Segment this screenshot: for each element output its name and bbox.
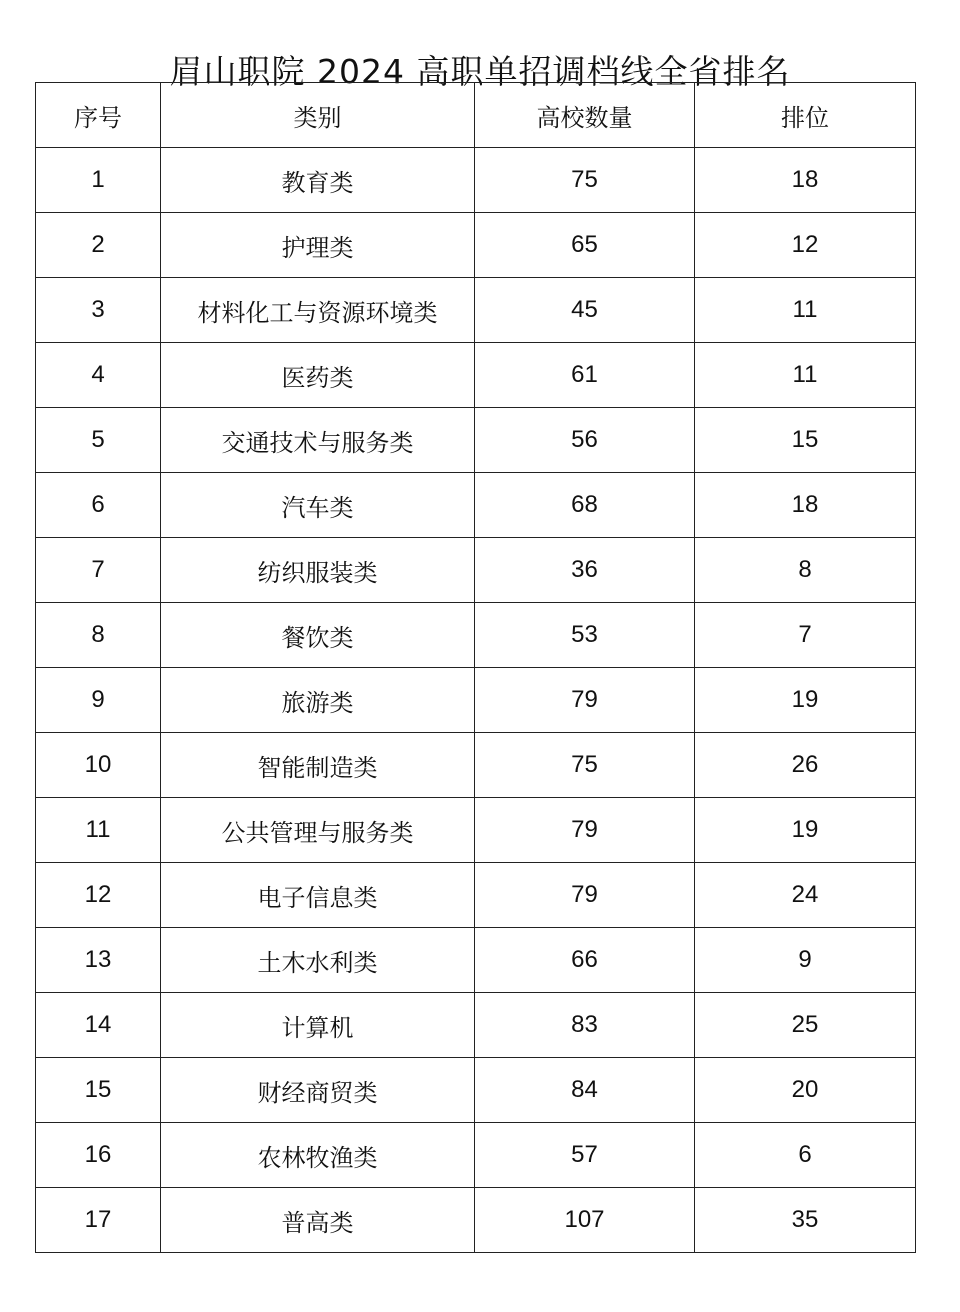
row-school-count: 79 [475,668,695,733]
row-rank: 26 [695,733,916,798]
row-category: 餐饮类 [161,603,475,668]
row-rank: 11 [695,278,916,343]
row-category: 土木水利类 [161,928,475,993]
table-row [36,213,916,278]
table-row [36,1188,916,1253]
table-row [36,798,916,863]
row-index: 17 [36,1188,161,1253]
table-row [36,1123,916,1188]
row-school-count: 79 [475,863,695,928]
row-school-count: 107 [475,1188,695,1253]
table-row [36,538,916,603]
table-row [36,148,916,213]
row-school-count: 75 [475,148,695,213]
row-rank: 24 [695,863,916,928]
row-index: 14 [36,993,161,1058]
row-school-count: 79 [475,798,695,863]
table-row [36,278,916,343]
row-rank: 9 [695,928,916,993]
row-category: 计算机 [161,993,475,1058]
row-index: 10 [36,733,161,798]
row-rank: 11 [695,343,916,408]
row-index: 15 [36,1058,161,1123]
row-category: 护理类 [161,213,475,278]
table-row [36,863,916,928]
row-index: 2 [36,213,161,278]
row-index: 7 [36,538,161,603]
row-index: 6 [36,473,161,538]
row-category: 汽车类 [161,473,475,538]
table-row [36,408,916,473]
row-school-count: 65 [475,213,695,278]
row-index: 4 [36,343,161,408]
row-category: 材料化工与资源环境类 [161,278,475,343]
row-index: 9 [36,668,161,733]
row-category: 公共管理与服务类 [161,798,475,863]
table-row [36,343,916,408]
row-category: 财经商贸类 [161,1058,475,1123]
table-row [36,928,916,993]
row-school-count: 83 [475,993,695,1058]
row-rank: 18 [695,473,916,538]
row-rank: 12 [695,213,916,278]
header-row [36,83,916,148]
table-body [36,148,916,1253]
table-row [36,733,916,798]
table-row [36,1058,916,1123]
header-school-count: 高校数量 [475,83,695,148]
row-school-count: 36 [475,538,695,603]
row-category: 教育类 [161,148,475,213]
row-index: 5 [36,408,161,473]
row-school-count: 45 [475,278,695,343]
row-category: 医药类 [161,343,475,408]
page-title: 眉山职院 2024 高职单招调档线全省排名 [169,52,791,92]
row-school-count: 68 [475,473,695,538]
row-school-count: 57 [475,1123,695,1188]
row-rank: 7 [695,603,916,668]
row-rank: 25 [695,993,916,1058]
row-category: 电子信息类 [161,863,475,928]
row-rank: 8 [695,538,916,603]
row-rank: 35 [695,1188,916,1253]
row-school-count: 66 [475,928,695,993]
table-header [36,83,916,148]
row-index: 13 [36,928,161,993]
row-category: 智能制造类 [161,733,475,798]
row-school-count: 61 [475,343,695,408]
row-rank: 20 [695,1058,916,1123]
header-rank: 排位 [695,83,916,148]
row-rank: 19 [695,668,916,733]
row-index: 8 [36,603,161,668]
ranking-table [35,82,916,1253]
header-index: 序号 [36,83,161,148]
row-category: 纺织服装类 [161,538,475,603]
row-rank: 19 [695,798,916,863]
row-index: 16 [36,1123,161,1188]
table-row [36,473,916,538]
row-index: 11 [36,798,161,863]
table-row [36,993,916,1058]
header-category: 类别 [161,83,475,148]
row-rank: 15 [695,408,916,473]
row-category: 旅游类 [161,668,475,733]
row-rank: 18 [695,148,916,213]
row-school-count: 84 [475,1058,695,1123]
row-rank: 6 [695,1123,916,1188]
row-index: 3 [36,278,161,343]
table-row [36,603,916,668]
row-school-count: 75 [475,733,695,798]
row-index: 1 [36,148,161,213]
row-category: 普高类 [161,1188,475,1253]
row-category: 农林牧渔类 [161,1123,475,1188]
row-school-count: 56 [475,408,695,473]
row-index: 12 [36,863,161,928]
row-school-count: 53 [475,603,695,668]
table-row [36,668,916,733]
row-category: 交通技术与服务类 [161,408,475,473]
